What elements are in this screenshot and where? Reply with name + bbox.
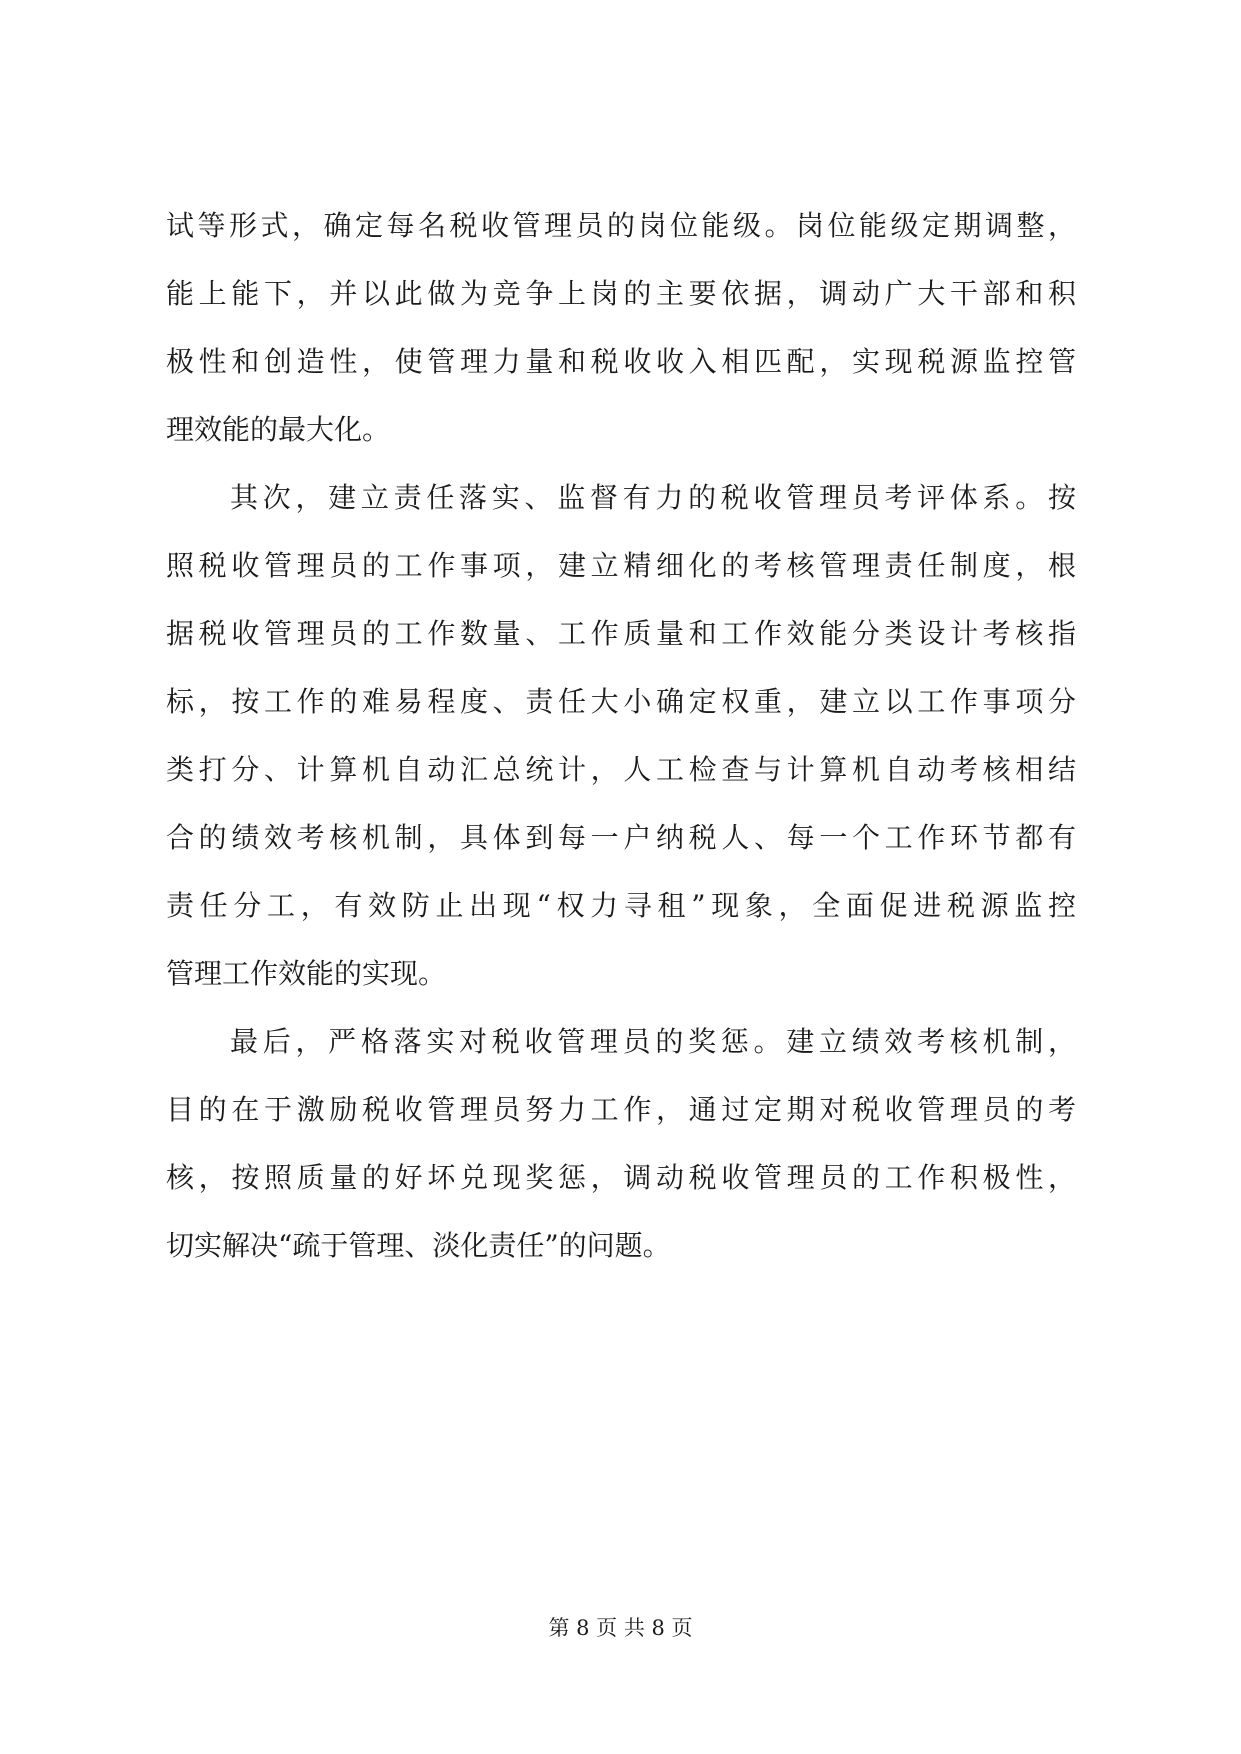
paragraph-2-line-2: 照税收管理员的工作事项，建立精细化的考核管理责任制度，根: [166, 549, 1076, 582]
paragraph-2-line-5: 类打分、计算机自动汇总统计，人工检查与计算机自动考核相结: [166, 753, 1076, 786]
document-body: [166, 192, 1076, 1280]
paragraph-2-line-7: 责任分工，有效防止出现“权力寻租”现象，全面促进税源监控: [166, 889, 1076, 922]
paragraph-3-line-2: 目的在于激励税收管理员努力工作，通过定期对税收管理员的考: [166, 1093, 1076, 1126]
paragraph-1-line-3: 极性和创造性，使管理力量和税收收入相匹配，实现税源监控管: [166, 345, 1076, 378]
paragraph-1-line-4: 理效能的最大化。: [166, 413, 391, 446]
paragraph-2-line-4: 标，按工作的难易程度、责任大小确定权重，建立以工作事项分: [166, 685, 1076, 718]
page-footer: 第 8 页 共 8 页: [548, 1616, 693, 1640]
paragraph-3-line-3: 核，按照质量的好坏兑现奖惩，调动税收管理员的工作积极性，: [166, 1161, 1076, 1194]
paragraph-2-line-1: 其次，建立责任落实、监督有力的税收管理员考评体系。按: [230, 481, 1076, 514]
paragraph-1-line-2: 能上能下，并以此做为竞争上岗的主要依据，调动广大干部和积: [166, 277, 1076, 310]
paragraph-3-line-1: 最后，严格落实对税收管理员的奖惩。建立绩效考核机制，: [230, 1025, 1076, 1058]
paragraph-2-line-8: 管理工作效能的实现。: [166, 957, 447, 990]
paragraph-2-line-3: 据税收管理员的工作数量、工作质量和工作效能分类设计考核指: [166, 617, 1076, 650]
paragraph-1-line-1: 试等形式，确定每名税收管理员的岗位能级。岗位能级定期调整，: [166, 209, 1076, 242]
paragraph-2-line-6: 合的绩效考核机制，具体到每一户纳税人、每一个工作环节都有: [166, 821, 1076, 854]
paragraph-3-line-4: 切实解决“疏于管理、淡化责任”的问题。: [166, 1229, 671, 1262]
